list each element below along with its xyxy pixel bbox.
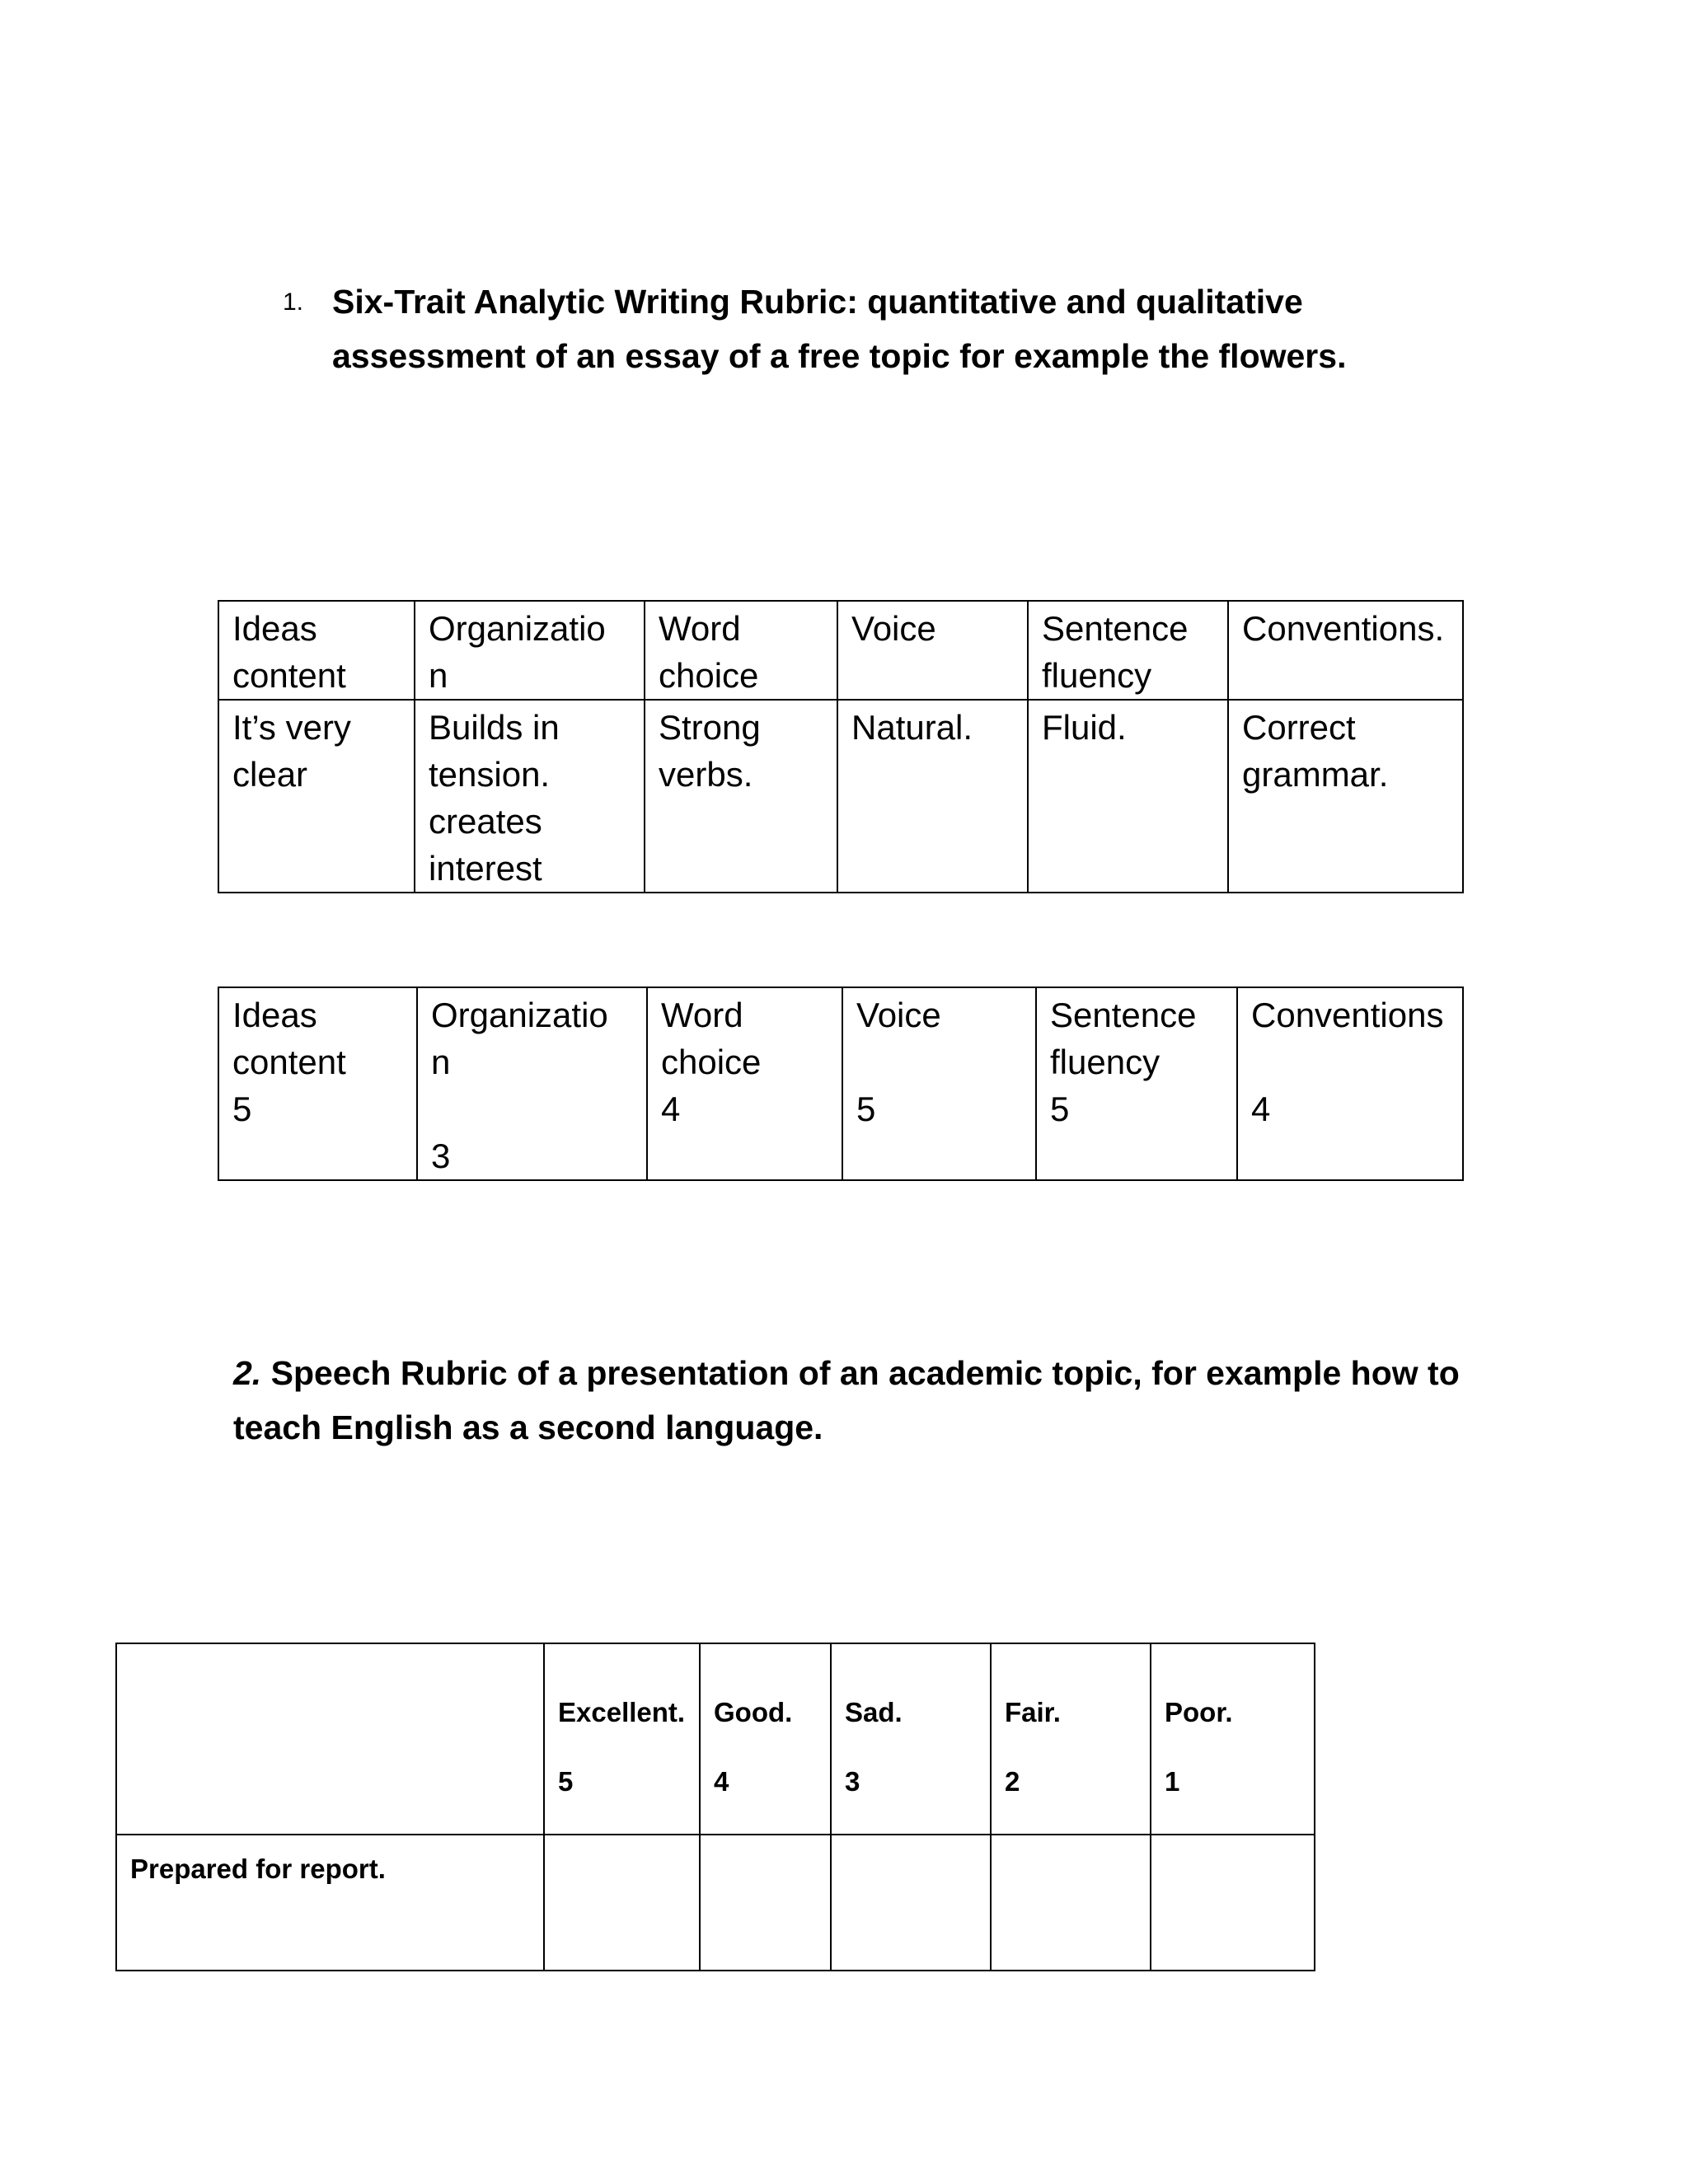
level-label: Good. — [714, 1697, 793, 1727]
comment-cell-organization: Builds in tension. creates interest — [415, 700, 645, 893]
level-cell-excellent — [544, 1643, 700, 1835]
score-cell-organization: Organizatio n 3 — [417, 987, 647, 1180]
score-cell-sentence-fluency: Sentence fluency 5 — [1036, 987, 1237, 1180]
mark-cell-good — [700, 1835, 831, 1971]
comment-cell-conventions: Correct grammar. — [1228, 700, 1463, 893]
score-cell-ideas-content: Ideas content 5 — [218, 987, 417, 1180]
level-label: Fair. — [1005, 1697, 1061, 1727]
level-score: 5 — [558, 1766, 574, 1797]
table-row — [218, 601, 1463, 700]
header-cell-word-choice: Word choice — [645, 601, 837, 700]
comment-cell-word-choice: Strong verbs. — [645, 700, 837, 893]
mark-cell-poor — [1151, 1835, 1315, 1971]
writing-rubric-quantitative-table — [218, 987, 1464, 1181]
level-cell-fair — [991, 1643, 1151, 1835]
level-label: Sad. — [845, 1697, 903, 1727]
table-row — [218, 700, 1463, 893]
header-cell-sentence-fluency: Sentence fluency — [1028, 601, 1228, 700]
header-cell-voice: Voice — [837, 601, 1028, 700]
header-cell-conventions: Conventions. — [1228, 601, 1463, 700]
table-row — [116, 1835, 1315, 1971]
level-cell-sad — [831, 1643, 991, 1835]
score-cell-conventions: Conventions 4 — [1237, 987, 1463, 1180]
level-label: Poor. — [1165, 1697, 1233, 1727]
speech-rubric-table — [115, 1643, 1315, 1971]
score-cell-word-choice: Word choice 4 — [647, 987, 842, 1180]
header-cell-ideas-content: Ideas content — [218, 601, 415, 700]
section-2-number: 2. — [233, 1354, 262, 1392]
section-2-heading — [233, 1346, 1470, 1455]
comment-cell-voice: Natural. — [837, 700, 1028, 893]
level-score: 4 — [714, 1766, 729, 1797]
level-score: 1 — [1165, 1766, 1180, 1797]
mark-cell-sad — [831, 1835, 991, 1971]
mark-cell-fair — [991, 1835, 1151, 1971]
table-row — [218, 987, 1463, 1180]
comment-cell-ideas-content: It’s very clear — [218, 700, 415, 893]
score-cell-voice: Voice 5 — [842, 987, 1036, 1180]
table-row — [116, 1643, 1315, 1835]
mark-cell-excellent — [544, 1835, 700, 1971]
header-cell-organization: Organizatio n — [415, 601, 645, 700]
criterion-cell: Prepared for report. — [116, 1835, 544, 1971]
level-score: 3 — [845, 1766, 860, 1797]
section-2-heading-text: Speech Rubric of a presentation of an academic topic, for example how to teach English as a second language. — [233, 1354, 1460, 1446]
section-1-heading: Six-Trait Analytic Writing Rubric: quantitative and qualitative assessment of an essay of a free topic for example the flowers. — [332, 283, 1347, 375]
level-cell-poor — [1151, 1643, 1315, 1835]
writing-rubric-qualitative-table — [218, 600, 1464, 893]
level-cell-good — [700, 1643, 831, 1835]
section-1-number: 1. — [283, 288, 304, 316]
comment-cell-sentence-fluency: Fluid. — [1028, 700, 1228, 893]
level-score: 2 — [1005, 1766, 1020, 1797]
level-label: Excellent. — [558, 1697, 686, 1727]
criteria-header-cell — [116, 1643, 544, 1835]
